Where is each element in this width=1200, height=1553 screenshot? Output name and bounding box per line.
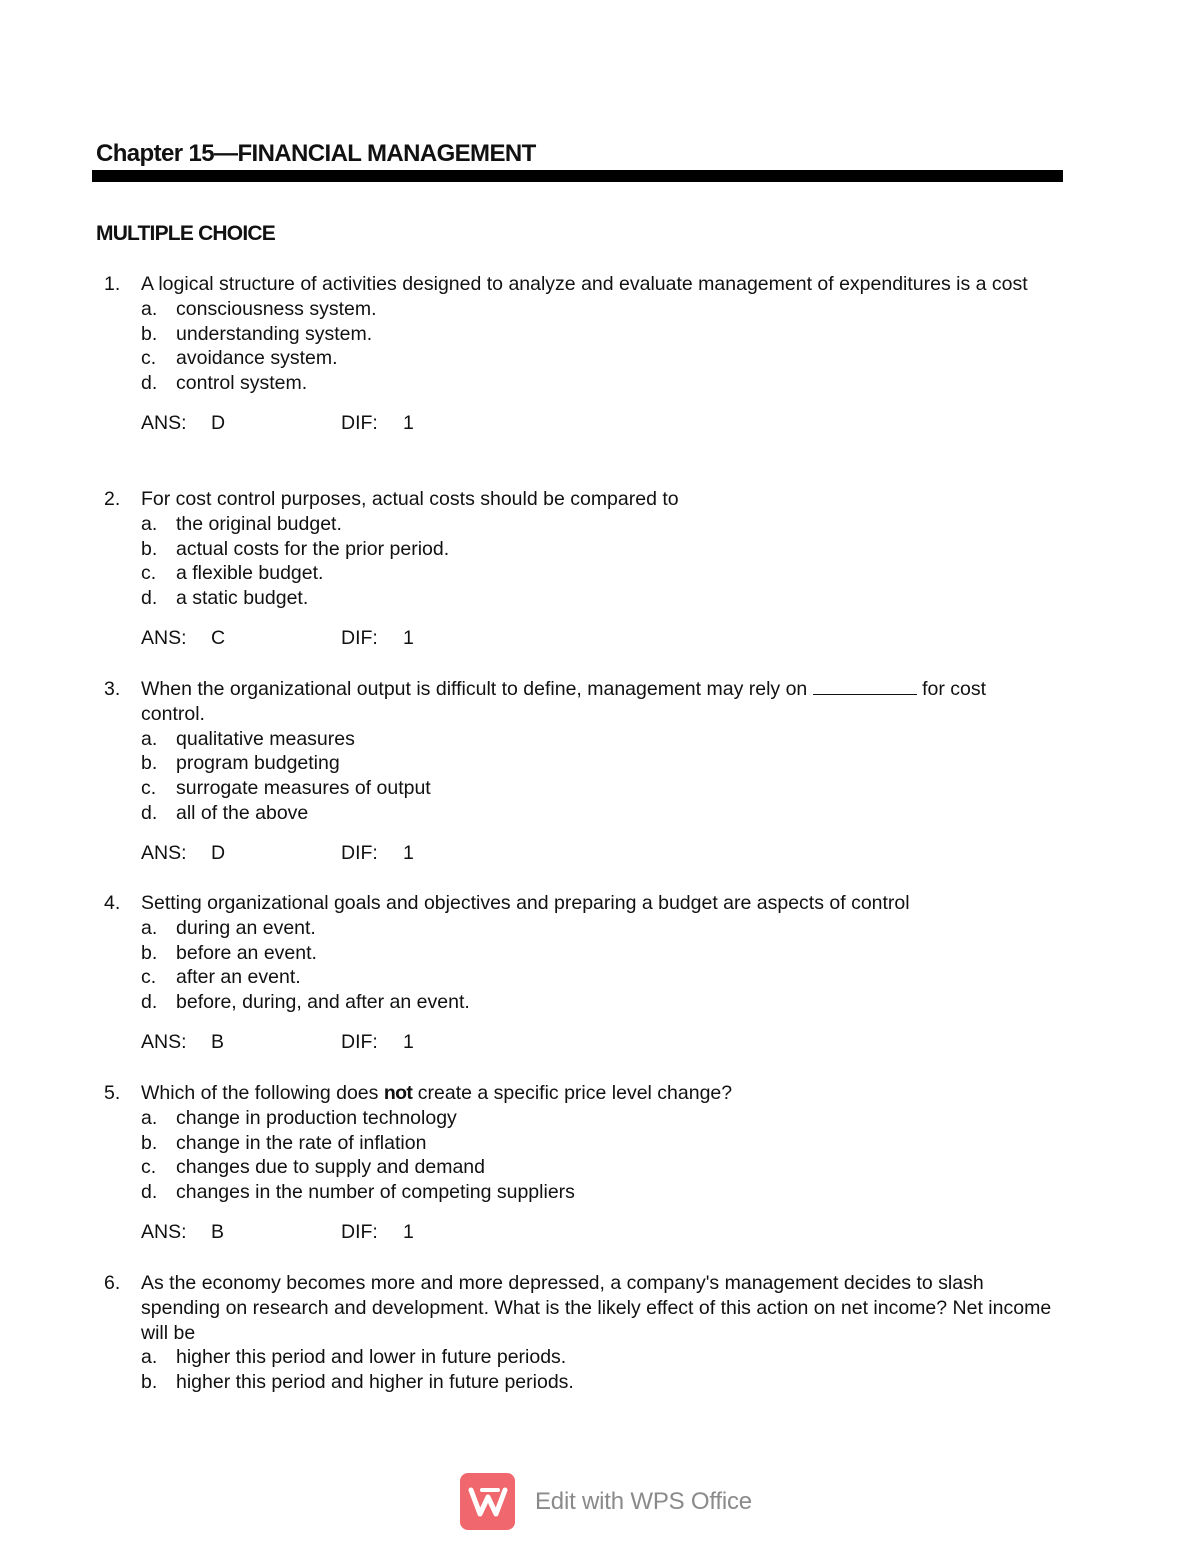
question-stem: Setting organizational goals and objectives and preparing a budget are aspects of control	[141, 892, 910, 914]
option-b: b. understanding system.	[141, 322, 373, 345]
option-list	[141, 297, 1054, 396]
option-a: a. higher this period and lower in future periods.	[141, 1346, 567, 1369]
question-stem: A logical structure of activities designed to analyze and evaluate management of expenditures is a cost	[141, 273, 1028, 295]
question-2	[104, 487, 1054, 651]
option-list	[141, 1345, 1054, 1395]
answer-value: D	[211, 841, 226, 864]
answer-label: ANS:	[141, 841, 187, 864]
answer-line	[141, 1030, 1054, 1055]
answer-line	[141, 411, 1054, 436]
answer-line	[141, 841, 1054, 866]
difficulty-label: DIF:	[341, 1220, 378, 1243]
option-d: d. all of the above	[141, 801, 309, 824]
option-list	[141, 727, 1054, 826]
answer-value: D	[211, 411, 226, 434]
option-d: d. changes in the number of competing suppliers	[141, 1181, 575, 1204]
option-c: c. surrogate measures of output	[141, 777, 431, 800]
answer-label: ANS:	[141, 411, 187, 434]
option-a: a. during an event.	[141, 916, 316, 939]
question-number: 5.	[104, 1082, 121, 1104]
difficulty-value: 1	[403, 1030, 414, 1053]
question-3	[104, 677, 1054, 866]
question-stem: For cost control purposes, actual costs should be compared to	[141, 488, 679, 510]
wps-logo-icon	[460, 1473, 515, 1530]
question-number: 6.	[104, 1272, 121, 1294]
option-b: b. change in the rate of inflation	[141, 1131, 427, 1154]
fill-in-blank	[813, 677, 917, 695]
difficulty-label: DIF:	[341, 841, 378, 864]
question-4	[104, 891, 1054, 1055]
option-b: b. program budgeting	[141, 752, 340, 775]
difficulty-label: DIF:	[341, 411, 378, 434]
option-c: c. a flexible budget.	[141, 562, 324, 585]
difficulty-label: DIF:	[341, 1030, 378, 1053]
option-d: d. before, during, and after an event.	[141, 991, 470, 1014]
option-a: a. the original budget.	[141, 512, 342, 535]
title-rule	[92, 170, 1063, 182]
section-heading: MULTIPLE CHOICE	[96, 222, 275, 245]
difficulty-value: 1	[403, 626, 414, 649]
chapter-title: Chapter 15—FINANCIAL MANAGEMENT	[96, 140, 536, 167]
option-c: c. changes due to supply and demand	[141, 1156, 485, 1179]
difficulty-value: 1	[403, 841, 414, 864]
option-a: a. change in production technology	[141, 1106, 457, 1129]
question-6	[104, 1271, 1054, 1395]
option-list	[141, 512, 1054, 611]
emphasis-word: not	[383, 1082, 413, 1104]
answer-line	[141, 626, 1054, 651]
option-b: b. before an event.	[141, 941, 317, 964]
question-number: 1.	[104, 273, 121, 295]
option-b: b. higher this period and higher in future periods.	[141, 1371, 574, 1394]
question-stem: As the economy becomes more and more depressed, a company's management decides to slash spending on research and development. What is the likely effect of this action on net income? Net income will be	[141, 1272, 1052, 1344]
option-list	[141, 916, 1054, 1015]
answer-value: B	[211, 1220, 225, 1243]
question-stem: When the organizational output is difficult to define, management may rely on for cost control.	[141, 678, 987, 725]
answer-line	[141, 1220, 1054, 1245]
option-d: d. a static budget.	[141, 587, 309, 610]
option-c: c. after an event.	[141, 966, 301, 989]
answer-label: ANS:	[141, 1030, 187, 1053]
question-number: 2.	[104, 488, 121, 510]
option-b: b. actual costs for the prior period.	[141, 537, 450, 560]
option-a: a. qualitative measures	[141, 727, 355, 750]
wps-badge-label: Edit with WPS Office	[535, 1487, 752, 1515]
answer-label: ANS:	[141, 1220, 187, 1243]
option-d: d. control system.	[141, 372, 308, 395]
option-c: c. avoidance system.	[141, 347, 338, 370]
edit-with-wps-button[interactable]	[460, 1473, 752, 1530]
answer-value: C	[211, 626, 226, 649]
difficulty-label: DIF:	[341, 626, 378, 649]
option-list	[141, 1106, 1054, 1205]
question-5	[104, 1081, 1054, 1245]
answer-value: B	[211, 1030, 225, 1053]
question-1	[104, 272, 1054, 436]
answer-label: ANS:	[141, 626, 187, 649]
difficulty-value: 1	[403, 411, 414, 434]
option-a: a. consciousness system.	[141, 297, 377, 320]
difficulty-value: 1	[403, 1220, 414, 1243]
question-stem: Which of the following does not create a specific price level change?	[141, 1082, 733, 1104]
question-number: 4.	[104, 892, 121, 914]
question-number: 3.	[104, 678, 121, 700]
